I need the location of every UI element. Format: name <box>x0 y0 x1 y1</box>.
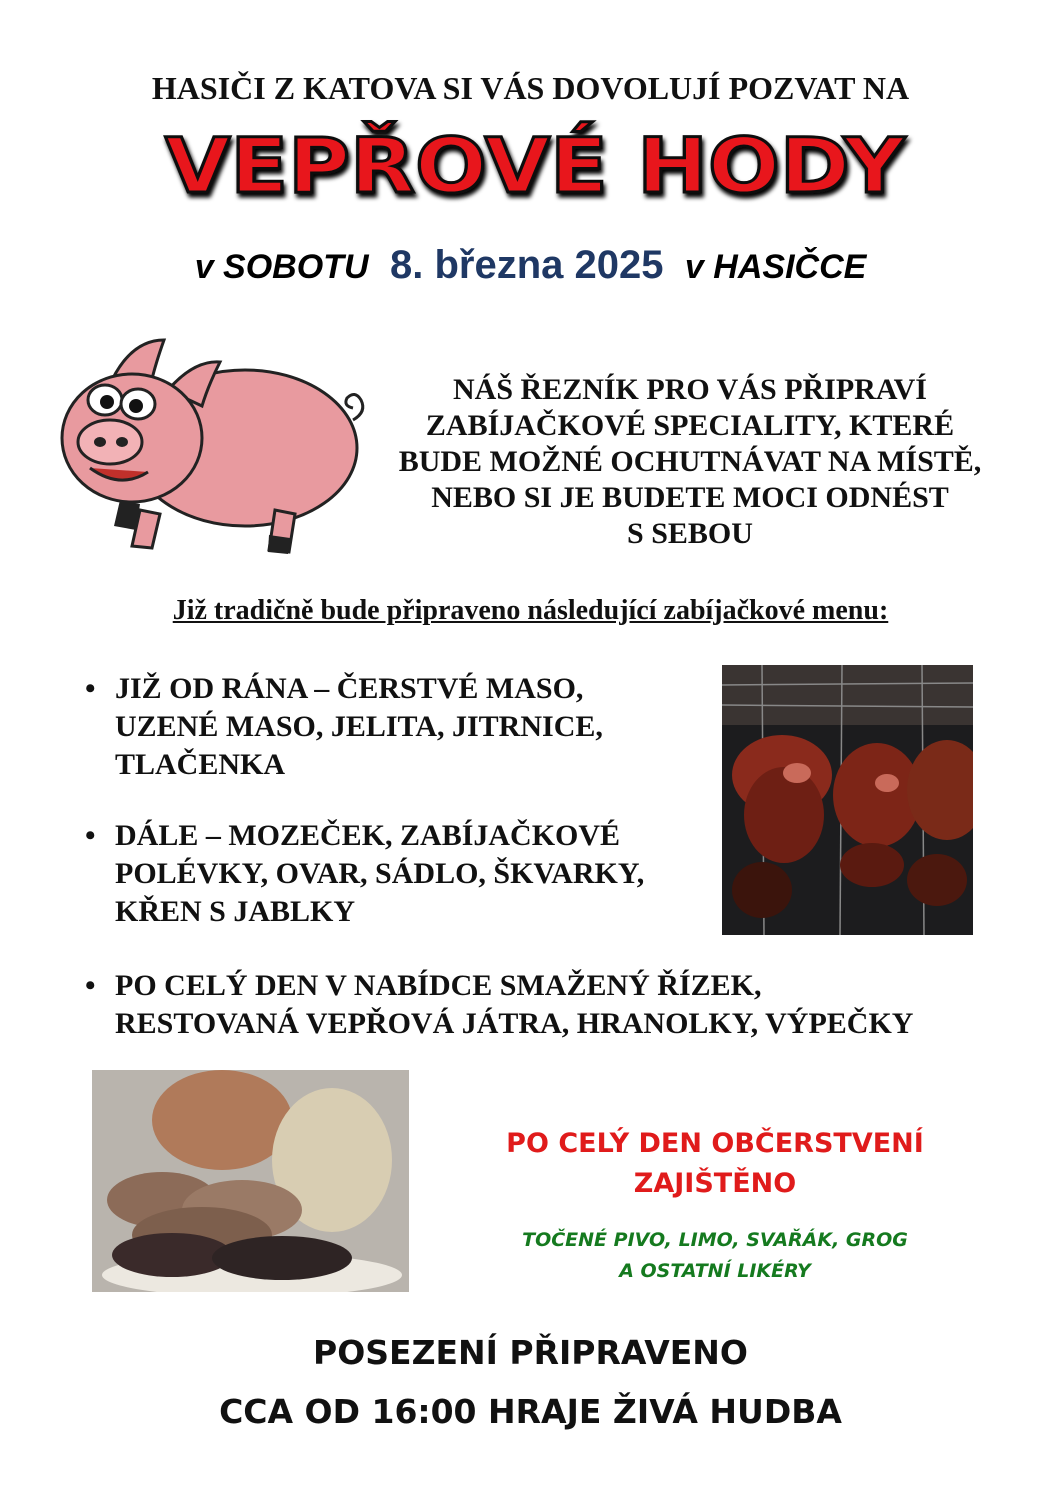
menu-item-line: TLAČENKA <box>115 748 286 781</box>
butcher-line: S SEBOU <box>627 517 753 550</box>
live-music-notice: CCA OD 16:00 HRAJE ŽIVÁ HUDBA <box>219 1392 842 1431</box>
menu-item-line: RESTOVANÁ VEPŘOVÁ JÁTRA, HRANOLKY, VÝPEČKY <box>115 1007 914 1040</box>
butcher-line: NEBO SI JE BUDETE MOCI ODNÉST <box>431 481 949 514</box>
menu-item <box>85 670 705 784</box>
event-title <box>150 118 920 210</box>
menu-heading: Již tradičně bude připraveno následující zabíjačkové menu: <box>172 595 889 626</box>
butcher-notice <box>370 372 1010 552</box>
menu-item-line: KŘEN S JABLKY <box>115 895 356 928</box>
menu-item-line: PO CELÝ DEN V NABÍDCE SMAŽENÝ ŘÍZEK, <box>115 969 762 1002</box>
menu-item-line: JIŽ OD RÁNA – ČERSTVÉ MASO, <box>115 672 584 705</box>
drinks-line: TOČENÉ PIVO, LIMO, SVAŘÁK, GROG <box>522 1229 908 1251</box>
refreshment-line: PO CELÝ DEN OBČERSTVENÍ <box>506 1128 924 1159</box>
butcher-line: BUDE MOŽNÉ OCHUTNÁVAT NA MÍSTĚ, <box>398 445 982 478</box>
menu-item-line: POLÉVKY, OVAR, SÁDLO, ŠKVARKY, <box>115 857 645 890</box>
date-prefix: v SOBOTU <box>194 248 369 286</box>
menu-item <box>85 967 1005 1043</box>
seating-notice: POSEZENÍ PŘIPRAVENO <box>313 1333 748 1372</box>
date-venue: v HASIČCE <box>684 248 867 286</box>
sausages-photo <box>92 1070 409 1292</box>
drinks-line: A OSTATNÍ LIKÉRY <box>619 1260 811 1282</box>
event-date-line <box>0 243 1061 288</box>
event-title-text: VEPŘOVÉ HODY <box>165 121 907 210</box>
menu-item-line: UZENÉ MASO, JELITA, JITRNICE, <box>115 710 603 743</box>
butcher-line: NÁŠ ŘEZNÍK PRO VÁS PŘIPRAVÍ <box>453 373 927 406</box>
pig-illustration <box>50 330 370 565</box>
invitation-intro: HASIČI Z KATOVA SI VÁS DOVOLUJÍ POZVAT NA <box>151 70 910 106</box>
bullet-marker: • <box>85 969 96 1002</box>
event-title-graphic <box>150 118 920 210</box>
butcher-line: ZABÍJAČKOVÉ SPECIALITY, KTERÉ <box>425 409 955 442</box>
bullet-marker: • <box>85 672 96 705</box>
bullet-marker: • <box>85 819 96 852</box>
drinks-list <box>420 1225 1010 1287</box>
refreshment-notice <box>420 1124 1010 1204</box>
menu-item <box>85 817 705 931</box>
smoked-meat-photo <box>722 665 973 935</box>
menu-item-line: DÁLE – MOZEČEK, ZABÍJAČKOVÉ <box>115 819 621 852</box>
event-date: 8. března 2025 <box>389 243 664 287</box>
refreshment-line: ZAJIŠTĚNO <box>633 1168 797 1199</box>
